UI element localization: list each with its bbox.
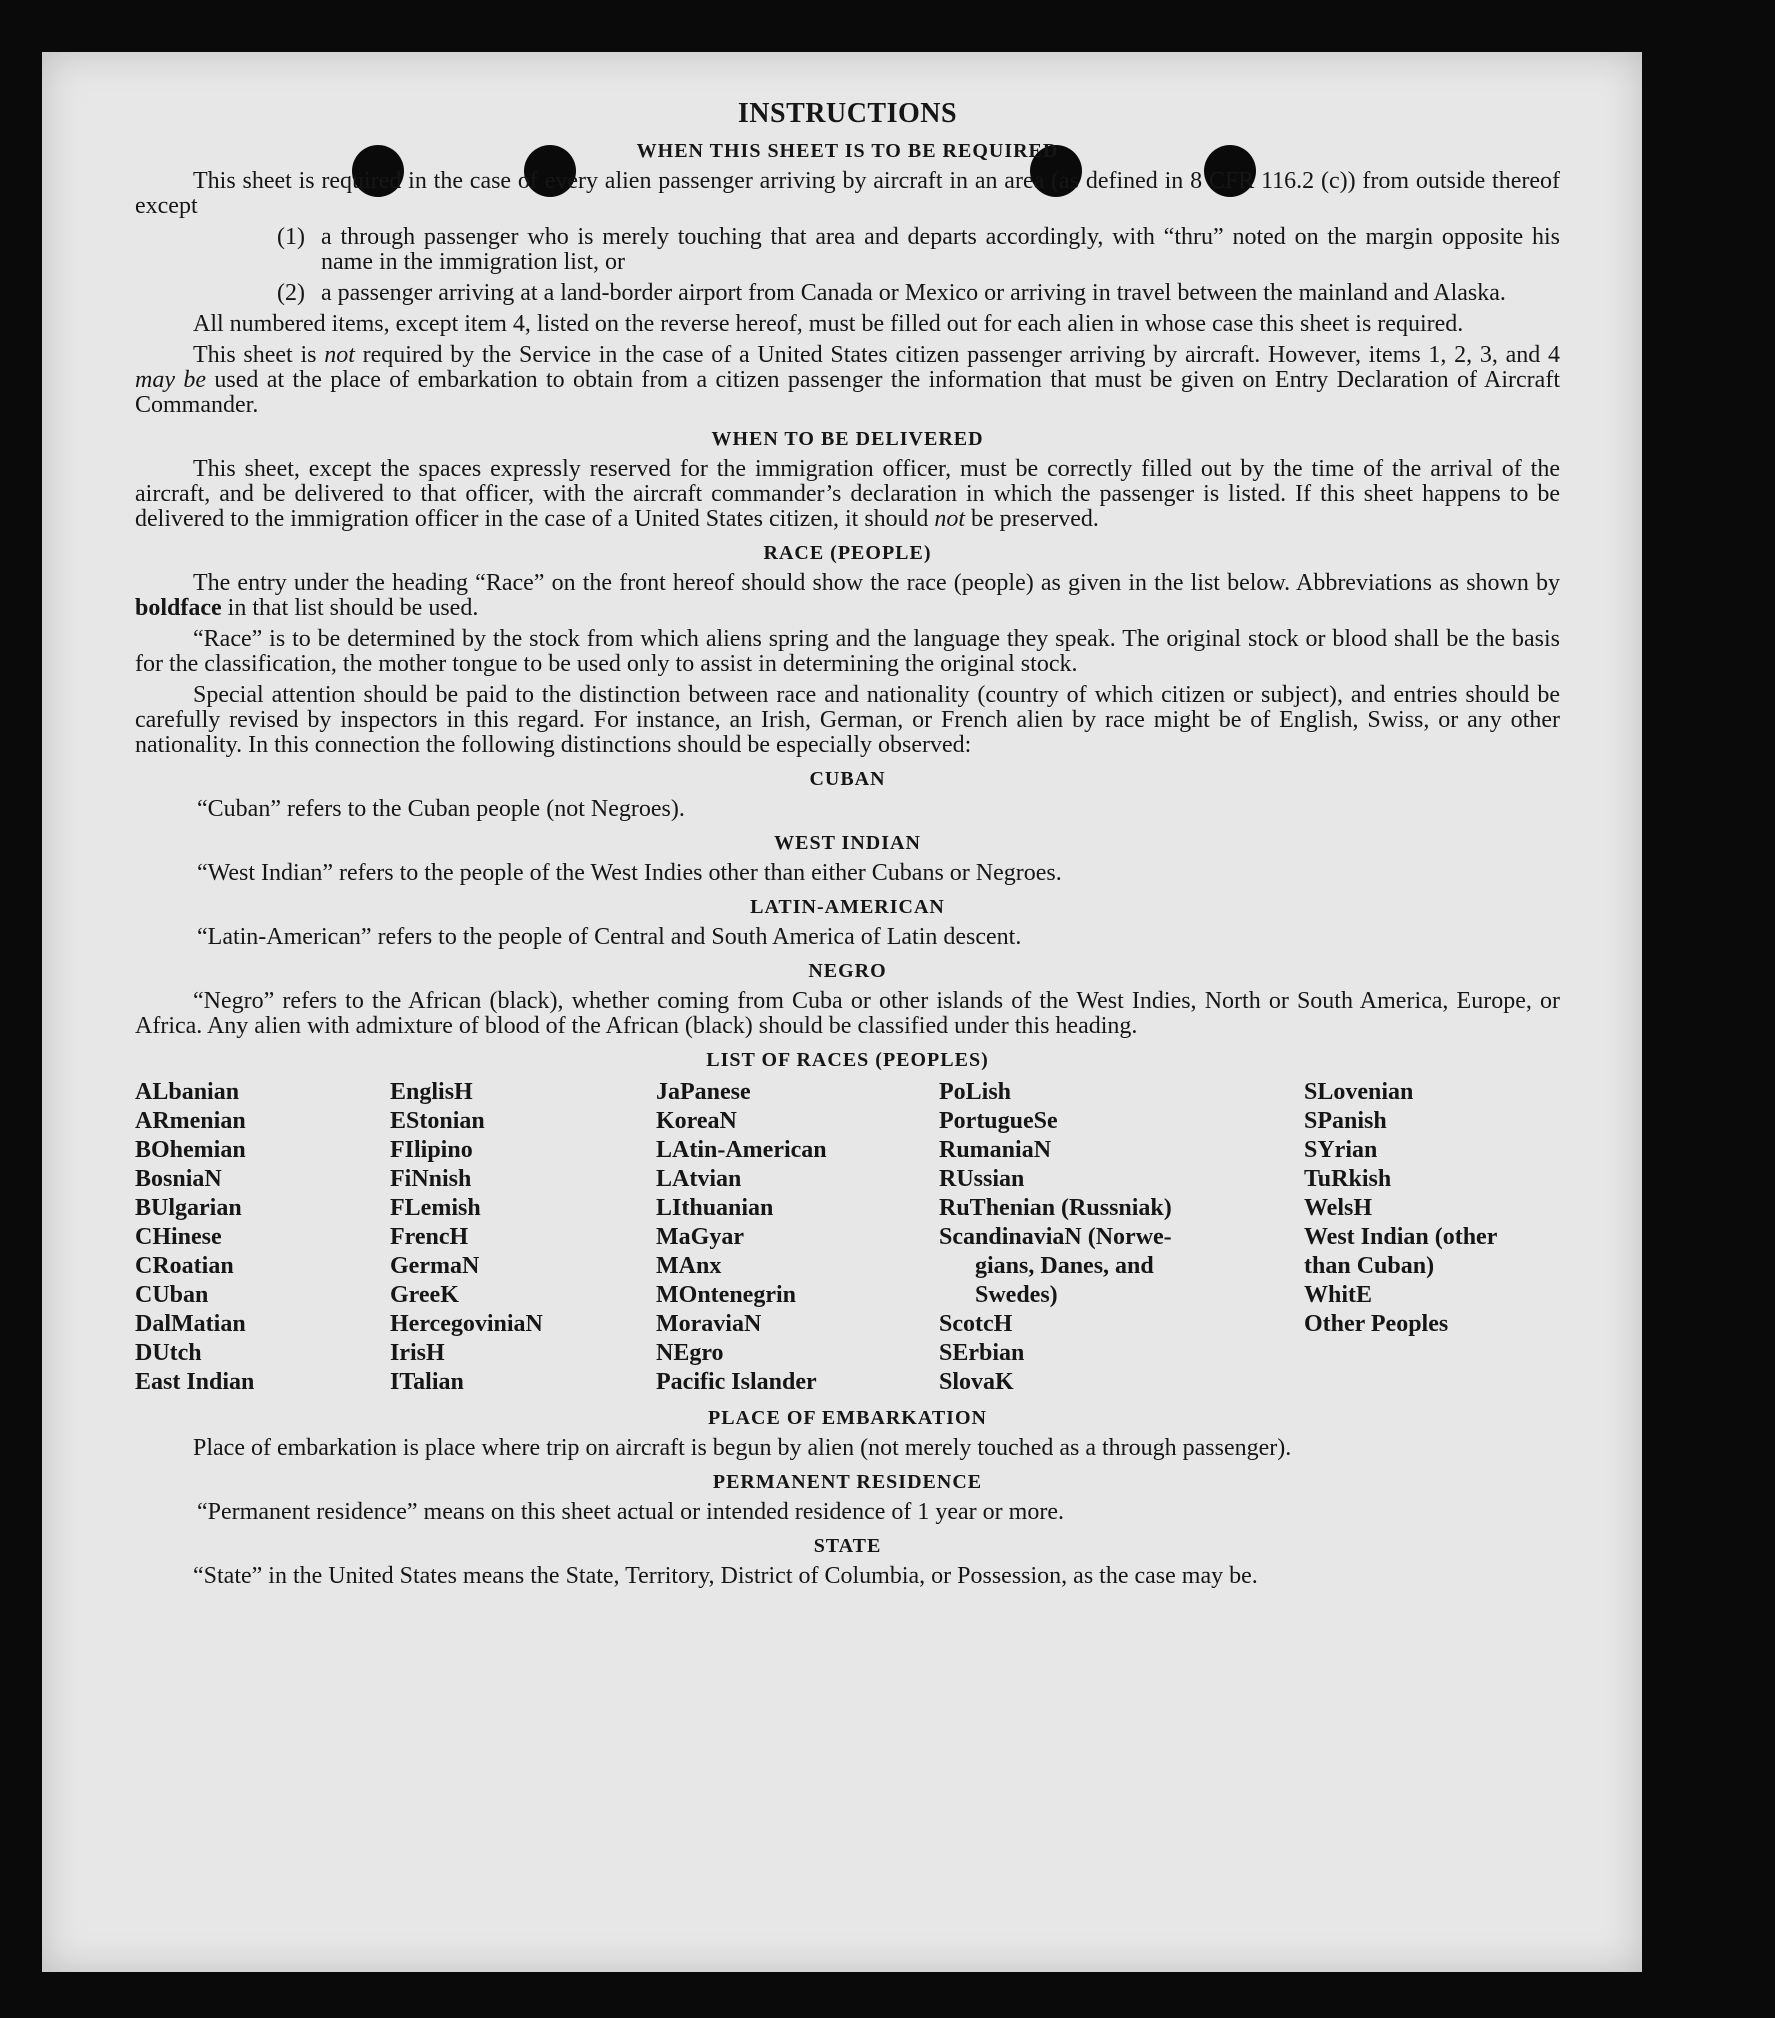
- paragraph-race-nationality: Special attention should be paid to the distinction between race and nationality (country of which citizen or subject), and entries should be carefully revised by inspectors in this regard. For instance, an Irish, German, or French alien by race might be of English, Swiss, or any other nationality. In this connection the following distinctions should be especially observed:: [135, 682, 1560, 758]
- race-item: West Indian (other: [1304, 1224, 1498, 1250]
- race-item: SlovaK: [939, 1369, 1014, 1395]
- page-title: INSTRUCTIONS: [737, 98, 958, 129]
- paragraph-embarkation: Place of embarkation is place where trip on aircraft is begun by alien (not merely touched as a through passenger).: [193, 1435, 1292, 1461]
- heading-latin-american: LATIN-AMERICAN: [750, 896, 945, 918]
- race-item: Other Peoples: [1304, 1311, 1449, 1337]
- race-item: SLovenian: [1304, 1079, 1414, 1105]
- race-item: JaPanese: [656, 1079, 751, 1105]
- race-item: Pacific Islander: [656, 1369, 817, 1395]
- race-item: FrencH: [390, 1224, 469, 1250]
- exception-item-1: [135, 225, 1560, 275]
- race-item: gians, Danes, and: [975, 1253, 1154, 1279]
- race-item: EnglisH: [390, 1079, 473, 1105]
- paragraph-west-indian: “West Indian” refers to the people of the West Indies other than either Cubans or Negroes.: [197, 860, 1062, 886]
- race-item: TuRkish: [1304, 1166, 1392, 1192]
- race-column-5: [1304, 1078, 1560, 1397]
- race-item: PoLish: [939, 1079, 1012, 1105]
- race-column-4: [939, 1078, 1304, 1397]
- race-item: FiNnish: [390, 1166, 472, 1192]
- paragraph-delivered: This sheet, except the spaces expressly reserved for the immigration officer, must be correctly filled out by the time of the arrival of the aircraft, and be delivered to that officer, with the aircraft commander’s declaration in which the passenger is listed. If this sheet happens to be delivered to the immigration officer in the case of a United States citizen, it should not be preserved.: [135, 456, 1560, 532]
- race-item: MOntenegrin: [656, 1282, 796, 1308]
- race-item: IrisH: [390, 1340, 445, 1366]
- heading-required: WHEN THIS SHEET IS TO BE REQUIRED: [636, 140, 1059, 162]
- paragraph-state: “State” in the United States means the State, Territory, District of Columbia, or Possession, as the case may be.: [193, 1563, 1258, 1589]
- race-item: MAnx: [656, 1253, 722, 1279]
- race-column-1: [135, 1078, 390, 1397]
- race-item: WelsH: [1304, 1195, 1373, 1221]
- heading-state: STATE: [813, 1535, 882, 1557]
- race-item: BUlgarian: [135, 1195, 242, 1221]
- race-list: [135, 1078, 1560, 1397]
- race-item: ScandinaviaN (Norwe-: [939, 1224, 1172, 1250]
- heading-negro: NEGRO: [808, 960, 887, 982]
- paragraph-numbered-items: All numbered items, except item 4, listed on the reverse hereof, must be filled out for each alien in whose case this sheet is required.: [193, 311, 1464, 337]
- race-item: MaGyar: [656, 1224, 744, 1250]
- race-item: ALbanian: [135, 1079, 240, 1105]
- paragraph-required-intro: This sheet is required in the case of every alien passenger arriving by aircraft in an area (as defined in 8 CFR 116.2 (c)) from outside thereof except: [135, 168, 1560, 219]
- race-item: CRoatian: [135, 1253, 234, 1279]
- race-item: GermaN: [390, 1253, 480, 1279]
- race-item: HercegoviniaN: [390, 1311, 543, 1337]
- race-item: LAtin-American: [656, 1137, 827, 1163]
- paragraph-citizen: This sheet is not required by the Service in the case of a United States citizen passenger arriving by aircraft. However, items 1, 2, 3, and 4 may be used at the place of embarkation to obtain from a citizen passenger the information that must be given on Entry Declaration of Aircraft Commander.: [135, 342, 1560, 418]
- race-item: PortugueSe: [939, 1108, 1058, 1134]
- race-item: NEgro: [656, 1340, 724, 1366]
- race-item: RUssian: [939, 1166, 1025, 1192]
- heading-delivered: WHEN TO BE DELIVERED: [711, 428, 984, 450]
- race-item: SErbian: [939, 1340, 1025, 1366]
- race-item: LIthuanian: [656, 1195, 774, 1221]
- heading-race: RACE (PEOPLE): [763, 542, 932, 564]
- race-column-3: [656, 1078, 939, 1397]
- race-item: DalMatian: [135, 1311, 246, 1337]
- paragraph-race-stock: “Race” is to be determined by the stock from which aliens spring and the language they speak. The original stock or blood shall be the basis for the classification, the mother tongue to be used only to assist in determining the original stock.: [135, 626, 1560, 677]
- race-item: SYrian: [1304, 1137, 1378, 1163]
- race-item: BosniaN: [135, 1166, 222, 1192]
- race-item: MoraviaN: [656, 1311, 762, 1337]
- race-item: RuThenian (Russniak): [939, 1195, 1172, 1221]
- race-item: DUtch: [135, 1340, 202, 1366]
- emphasis-not: not: [324, 342, 355, 368]
- paragraph-residence: “Permanent residence” means on this sheet actual or intended residence of 1 year or more.: [197, 1499, 1064, 1525]
- paragraph-cuban: “Cuban” refers to the Cuban people (not Negroes).: [197, 796, 685, 822]
- item-number: (1): [277, 224, 305, 250]
- item-number: (2): [277, 280, 305, 306]
- race-item: ARmenian: [135, 1108, 246, 1134]
- race-item: KoreaN: [656, 1108, 737, 1134]
- race-item: RumaniaN: [939, 1137, 1052, 1163]
- race-item: ITalian: [390, 1369, 464, 1395]
- heading-west-indian: WEST INDIAN: [774, 832, 921, 854]
- instructions-content: [135, 98, 1560, 1595]
- item-text: a passenger arriving at a land-border airport from Canada or Mexico or arriving in travel between the mainland and Alaska.: [321, 280, 1506, 306]
- race-item: GreeK: [390, 1282, 459, 1308]
- paragraph-negro: “Negro” refers to the African (black), whether coming from Cuba or other islands of the West Indies, North or South America, Europe, or Africa. Any alien with admixture of blood of the African (black) should be classified under this heading.: [135, 988, 1560, 1039]
- heading-embarkation: PLACE OF EMBARKATION: [708, 1407, 987, 1429]
- race-item: FLemish: [390, 1195, 481, 1221]
- race-item: BOhemian: [135, 1137, 246, 1163]
- race-column-2: [390, 1078, 656, 1397]
- race-item: than Cuban): [1304, 1253, 1435, 1279]
- item-text: a through passenger who is merely touching that area and departs accordingly, with “thru” noted on the margin opposite his name in the immigration list, or: [321, 224, 1560, 275]
- heading-residence: PERMANENT RESIDENCE: [712, 1471, 983, 1493]
- race-item: CHinese: [135, 1224, 222, 1250]
- emphasis-boldface: boldface: [135, 595, 222, 621]
- race-item: LAtvian: [656, 1166, 742, 1192]
- race-item: FIlipino: [390, 1137, 473, 1163]
- race-item: ScotcH: [939, 1311, 1013, 1337]
- emphasis-may-be: may be: [135, 367, 207, 393]
- heading-cuban: CUBAN: [809, 768, 886, 790]
- exception-item-2: [135, 281, 1560, 306]
- race-item: CUban: [135, 1282, 209, 1308]
- emphasis-not: not: [934, 506, 965, 532]
- race-item: SPanish: [1304, 1108, 1387, 1134]
- race-item: Swedes): [975, 1282, 1058, 1308]
- paragraph-race-entry: The entry under the heading “Race” on the front hereof should show the race (people) as given in the list below. Abbreviations as shown by boldface in that list should be used.: [135, 570, 1560, 621]
- paragraph-latin-american: “Latin-American” refers to the people of Central and South America of Latin descent.: [197, 924, 1022, 950]
- heading-list-of-races: LIST OF RACES (PEOPLES): [706, 1049, 989, 1071]
- race-item: East Indian: [135, 1369, 255, 1395]
- race-item: WhitE: [1304, 1282, 1373, 1308]
- race-item: EStonian: [390, 1108, 485, 1134]
